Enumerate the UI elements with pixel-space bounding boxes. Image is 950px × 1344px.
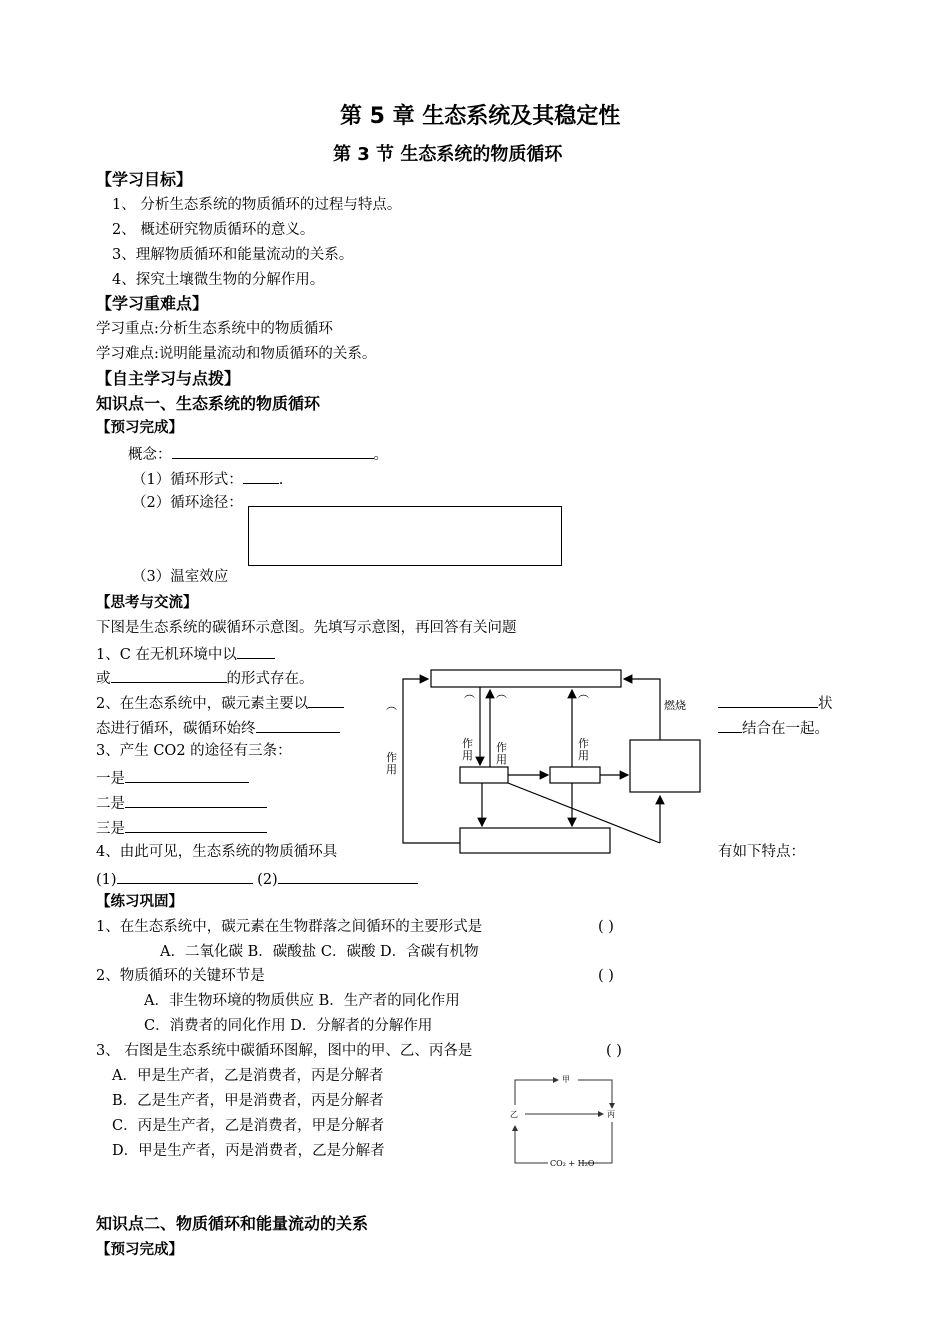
kp2-title: 知识点二、物质循环和能量流动的关系 — [96, 1214, 369, 1233]
q2-text-b: 态进行循环，碳循环始终 — [96, 721, 256, 737]
act-label-2: 作用 — [496, 741, 507, 766]
mini-jia: 甲 — [562, 1075, 570, 1084]
q2-end: 结合在一起。 — [742, 721, 829, 737]
q3-b: 二是 — [96, 796, 125, 812]
practice-q2-options-1: A．非生物环境的物质供应 B．生产者的同化作用 — [144, 993, 460, 1009]
practice-q1-paren: ( ) — [598, 919, 614, 935]
practice-q3-option-d: D．甲是生产者，丙是消费者，乙是分解者 — [112, 1143, 385, 1159]
concept-end: 。 — [373, 447, 388, 463]
mini-yi: 乙 — [510, 1110, 518, 1119]
practice-q1-options: A．二氧化碳 B．碳酸盐 C．碳酸 D．含碳有机物 — [160, 944, 479, 960]
kp1-preview-heading: 【预习完成】 — [96, 420, 183, 436]
kp1-title: 知识点一、生态系统的物质循环 — [96, 394, 321, 413]
key-difficulty: 学习难点:说明能量流动和物质循环的关系。 — [96, 346, 377, 362]
act-label-3: 作用 — [578, 737, 589, 762]
form-end: . — [278, 472, 284, 488]
practice-q3-option-c: C．丙是生产者，乙是消费者，甲是分解者 — [112, 1118, 385, 1134]
practice-q3-paren: ( ) — [606, 1043, 622, 1059]
goal-item: 3、理解物质循环和能量流动的关系。 — [112, 247, 354, 263]
practice-q3-option-a: A．甲是生产者，乙是消费者，丙是分解者 — [112, 1068, 384, 1084]
q3-text: 3、产生 CO2 的途径有三条： — [96, 743, 292, 759]
paren-3: ︵ — [578, 687, 589, 700]
practice-q1: 1、在生态系统中，碳元素在生物群落之间循环的主要形式是 — [96, 919, 483, 935]
concept-label: 概念： — [128, 447, 172, 463]
paren-2: ︵ — [496, 687, 507, 700]
practice-q2: 2、物质循环的关键环节是 — [96, 968, 265, 984]
q1-text: 1、C 在无机环境中以 — [96, 647, 237, 663]
practice-heading: 【练习巩固】 — [96, 894, 183, 910]
act-label-1: 作用 — [462, 737, 473, 762]
practice-q2-paren: ( ) — [598, 968, 614, 984]
mini-bottom: CO₂ + H₂O — [550, 1159, 595, 1168]
think-intro: 下图是生态系统的碳循环示意图。先填写示意图，再回答有关问题 — [96, 620, 517, 636]
q2-state: 状 — [818, 696, 833, 712]
form-label: （1）循环形式： — [132, 472, 243, 488]
self-study-heading: 【自主学习与点拨】 — [96, 369, 241, 388]
q2-text: 2、在生态系统中，碳元素主要以 — [96, 696, 309, 712]
path-label: （2）循环途径： — [132, 495, 243, 511]
key-focus: 学习重点:分析生态系统中的物质循环 — [96, 321, 333, 337]
mini-bing: 丙 — [607, 1110, 615, 1119]
practice-q2-options-2: C．消费者的同化作用 D．分解者的分解作用 — [144, 1018, 433, 1034]
key-heading: 【学习重难点】 — [96, 294, 209, 313]
q1-end: 的形式存在。 — [226, 671, 314, 687]
practice-q3-option-b: B．乙是生产者，甲是消费者，丙是分解者 — [112, 1093, 384, 1109]
q3-c: 三是 — [96, 821, 125, 837]
q4-2: (2) — [257, 872, 278, 888]
goal-item: 1、 分析生态系统的物质循环的过程与特点。 — [112, 197, 402, 213]
page-subtitle: 第 3 节 生态系统的物质循环 — [333, 144, 563, 165]
left-act-label: 作用 — [386, 751, 397, 776]
paren-1: ︵ — [464, 687, 475, 700]
goals-heading: 【学习目标】 — [96, 170, 193, 189]
left-paren: ︵ — [386, 699, 397, 712]
q4-1: (1) — [96, 872, 117, 888]
goal-item: 4、探究土壤微生物的分解作用。 — [112, 272, 325, 288]
kp2-preview: 【预习完成】 — [96, 1242, 183, 1258]
q4-text-right: 有如下特点： — [718, 844, 805, 860]
q4-text: 4、由此可见，生态系统的物质循环具 — [96, 844, 338, 860]
q3-a: 一是 — [96, 771, 125, 787]
goal-item: 2、 概述研究物质循环的意义。 — [112, 222, 315, 238]
q1-or: 或 — [96, 671, 111, 687]
page-title: 第 5 章 生态系统及其稳定性 — [340, 104, 621, 129]
greenhouse-label: （3）温室效应 — [132, 569, 229, 585]
think-heading: 【思考与交流】 — [96, 595, 198, 611]
practice-q3: 3、 右图是生态系统中碳循环图解，图中的甲、乙、丙各是 — [96, 1043, 473, 1059]
burn-label: 燃烧 — [664, 699, 686, 712]
